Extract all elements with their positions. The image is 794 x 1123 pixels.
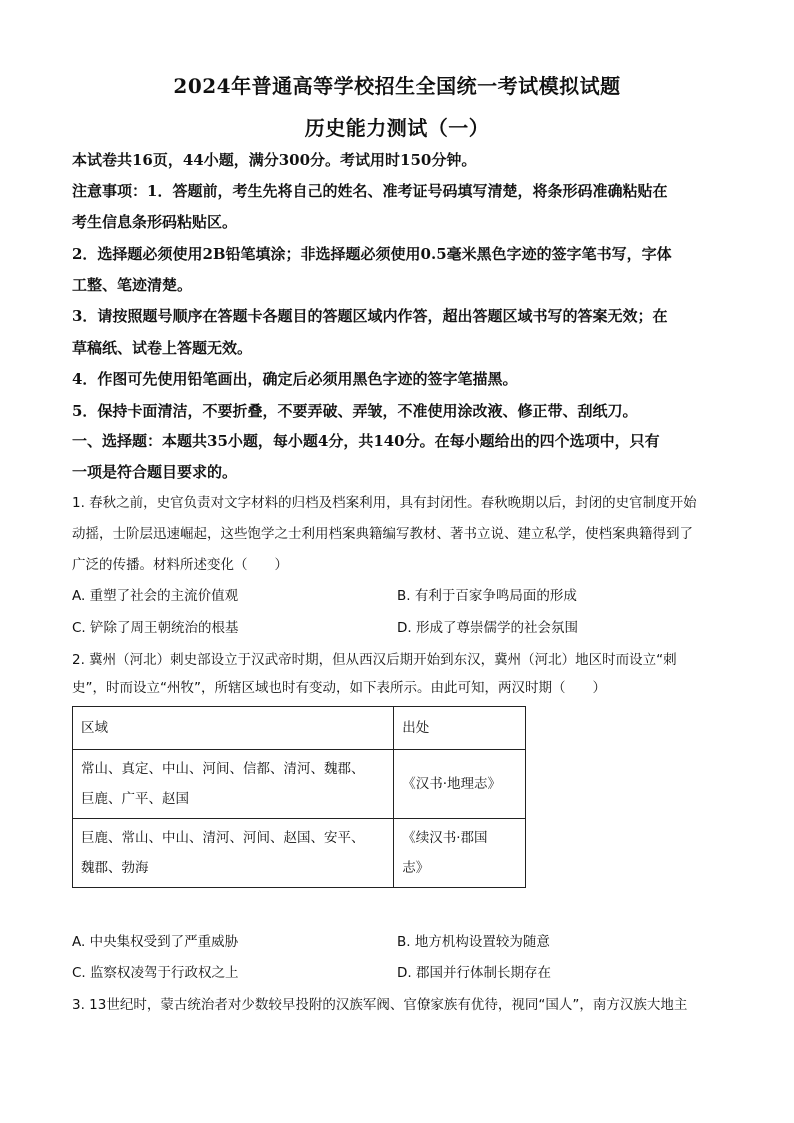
q2-option-a[interactable]: A. 中央集权受到了严重威胁 [72, 934, 239, 950]
table-cell-region [73, 750, 394, 819]
question-2-stem: 2. 冀州（河北）刺史部设立于汉武帝时期，但从西汉后期开始到东汉，冀州（河北）地区时而设立“刺 [72, 652, 677, 668]
cell-line: 巨鹿、常山、中山、清河、河间、赵国、安平、 [81, 830, 365, 846]
region-table [72, 706, 526, 888]
question-1-stem: 动摇，士阶层迅速崛起，这些饱学之士利用档案典籍编写教材、著书立说、建立私学，使档案典籍得到了 [72, 526, 693, 542]
table-header-row [73, 707, 526, 750]
notice-line: 考生信息条形码粘贴区。 [72, 213, 238, 231]
cell-line: 魏郡、勃海 [81, 860, 149, 876]
table-cell-region [73, 819, 394, 888]
exam-subtitle: 历史能力测试（一） [304, 116, 490, 140]
notice-line: 工整、笔迹清楚。 [72, 276, 193, 294]
q2-option-c[interactable]: C. 监察权凌驾于行政权之上 [72, 965, 239, 981]
cell-line: 巨鹿、广平、赵国 [81, 791, 189, 807]
question-1-stem: 1. 春秋之前，史官负责对文字材料的归档及档案利用，具有封闭性。春秋晚期以后，封闭的史官制度开始 [72, 495, 697, 511]
notice-line: 3．请按照题号顺序在答题卡各题目的答题区域内作答，超出答题区域书写的答案无效；在 [72, 307, 668, 325]
table-header-region: 区域 [73, 707, 394, 750]
table-row [73, 750, 526, 819]
cell-line: 《续汉书·郡国 [402, 830, 488, 846]
notice-line: 2．选择题必须使用2B铅笔填涂；非选择题必须使用0.5毫米黑色字迹的签字笔书写，字体 [72, 245, 672, 263]
cell-line: 常山、真定、中山、河间、信都、清河、魏郡、 [81, 761, 365, 777]
cell-line: 志》 [402, 860, 430, 876]
q1-option-a[interactable]: A. 重塑了社会的主流价值观 [72, 588, 239, 604]
question-3-stem: 3. 13世纪时，蒙古统治者对少数较早投附的汉族军阀、官僚家族有优待，视同“国人”，南方汉族大地主 [72, 997, 688, 1013]
section-heading: 一、选择题：本题共35小题，每小题4分，共140分。在每小题给出的四个选项中，只有 [72, 432, 660, 450]
notice-line: 注意事项：1．答题前，考生先将自己的姓名、准考证号码填写清楚，将条形码准确粘贴在 [72, 182, 668, 200]
q2-option-d[interactable]: D. 郡国并行体制长期存在 [397, 965, 551, 981]
q2-option-b[interactable]: B. 地方机构设置较为随意 [397, 934, 550, 950]
notice-line: 5．保持卡面清洁，不要折叠，不要弄破、弄皱，不准使用涂改液、修正带、刮纸刀。 [72, 402, 638, 420]
q1-option-d[interactable]: D. 形成了尊崇儒学的社会氛围 [397, 620, 578, 636]
question-2-stem: 史”，时而设立“州牧”，所辖区域也时有变动，如下表所示。由此可知，两汉时期（ ） [72, 680, 606, 696]
table-cell-source [394, 819, 526, 888]
table-cell-source [394, 750, 526, 819]
q1-option-b[interactable]: B. 有利于百家争鸣局面的形成 [397, 588, 577, 604]
notice-line: 草稿纸、试卷上答题无效。 [72, 339, 253, 357]
exam-intro: 本试卷共16页，44小题，满分300分。考试用时150分钟。 [72, 151, 477, 169]
q1-option-c[interactable]: C. 铲除了周王朝统治的根基 [72, 620, 239, 636]
section-heading: 一项是符合题目要求的。 [72, 463, 238, 481]
cell-line: 《汉书·地理志》 [402, 776, 502, 792]
table-header-source: 出处 [394, 707, 526, 750]
exam-title: 2024年普通高等学校招生全国统一考试模拟试题 [173, 74, 621, 98]
notice-line: 4．作图可先使用铅笔画出，确定后必须用黑色字迹的签字笔描黑。 [72, 370, 518, 388]
question-1-stem: 广泛的传播。材料所述变化（ ） [72, 557, 288, 573]
table-row [73, 819, 526, 888]
